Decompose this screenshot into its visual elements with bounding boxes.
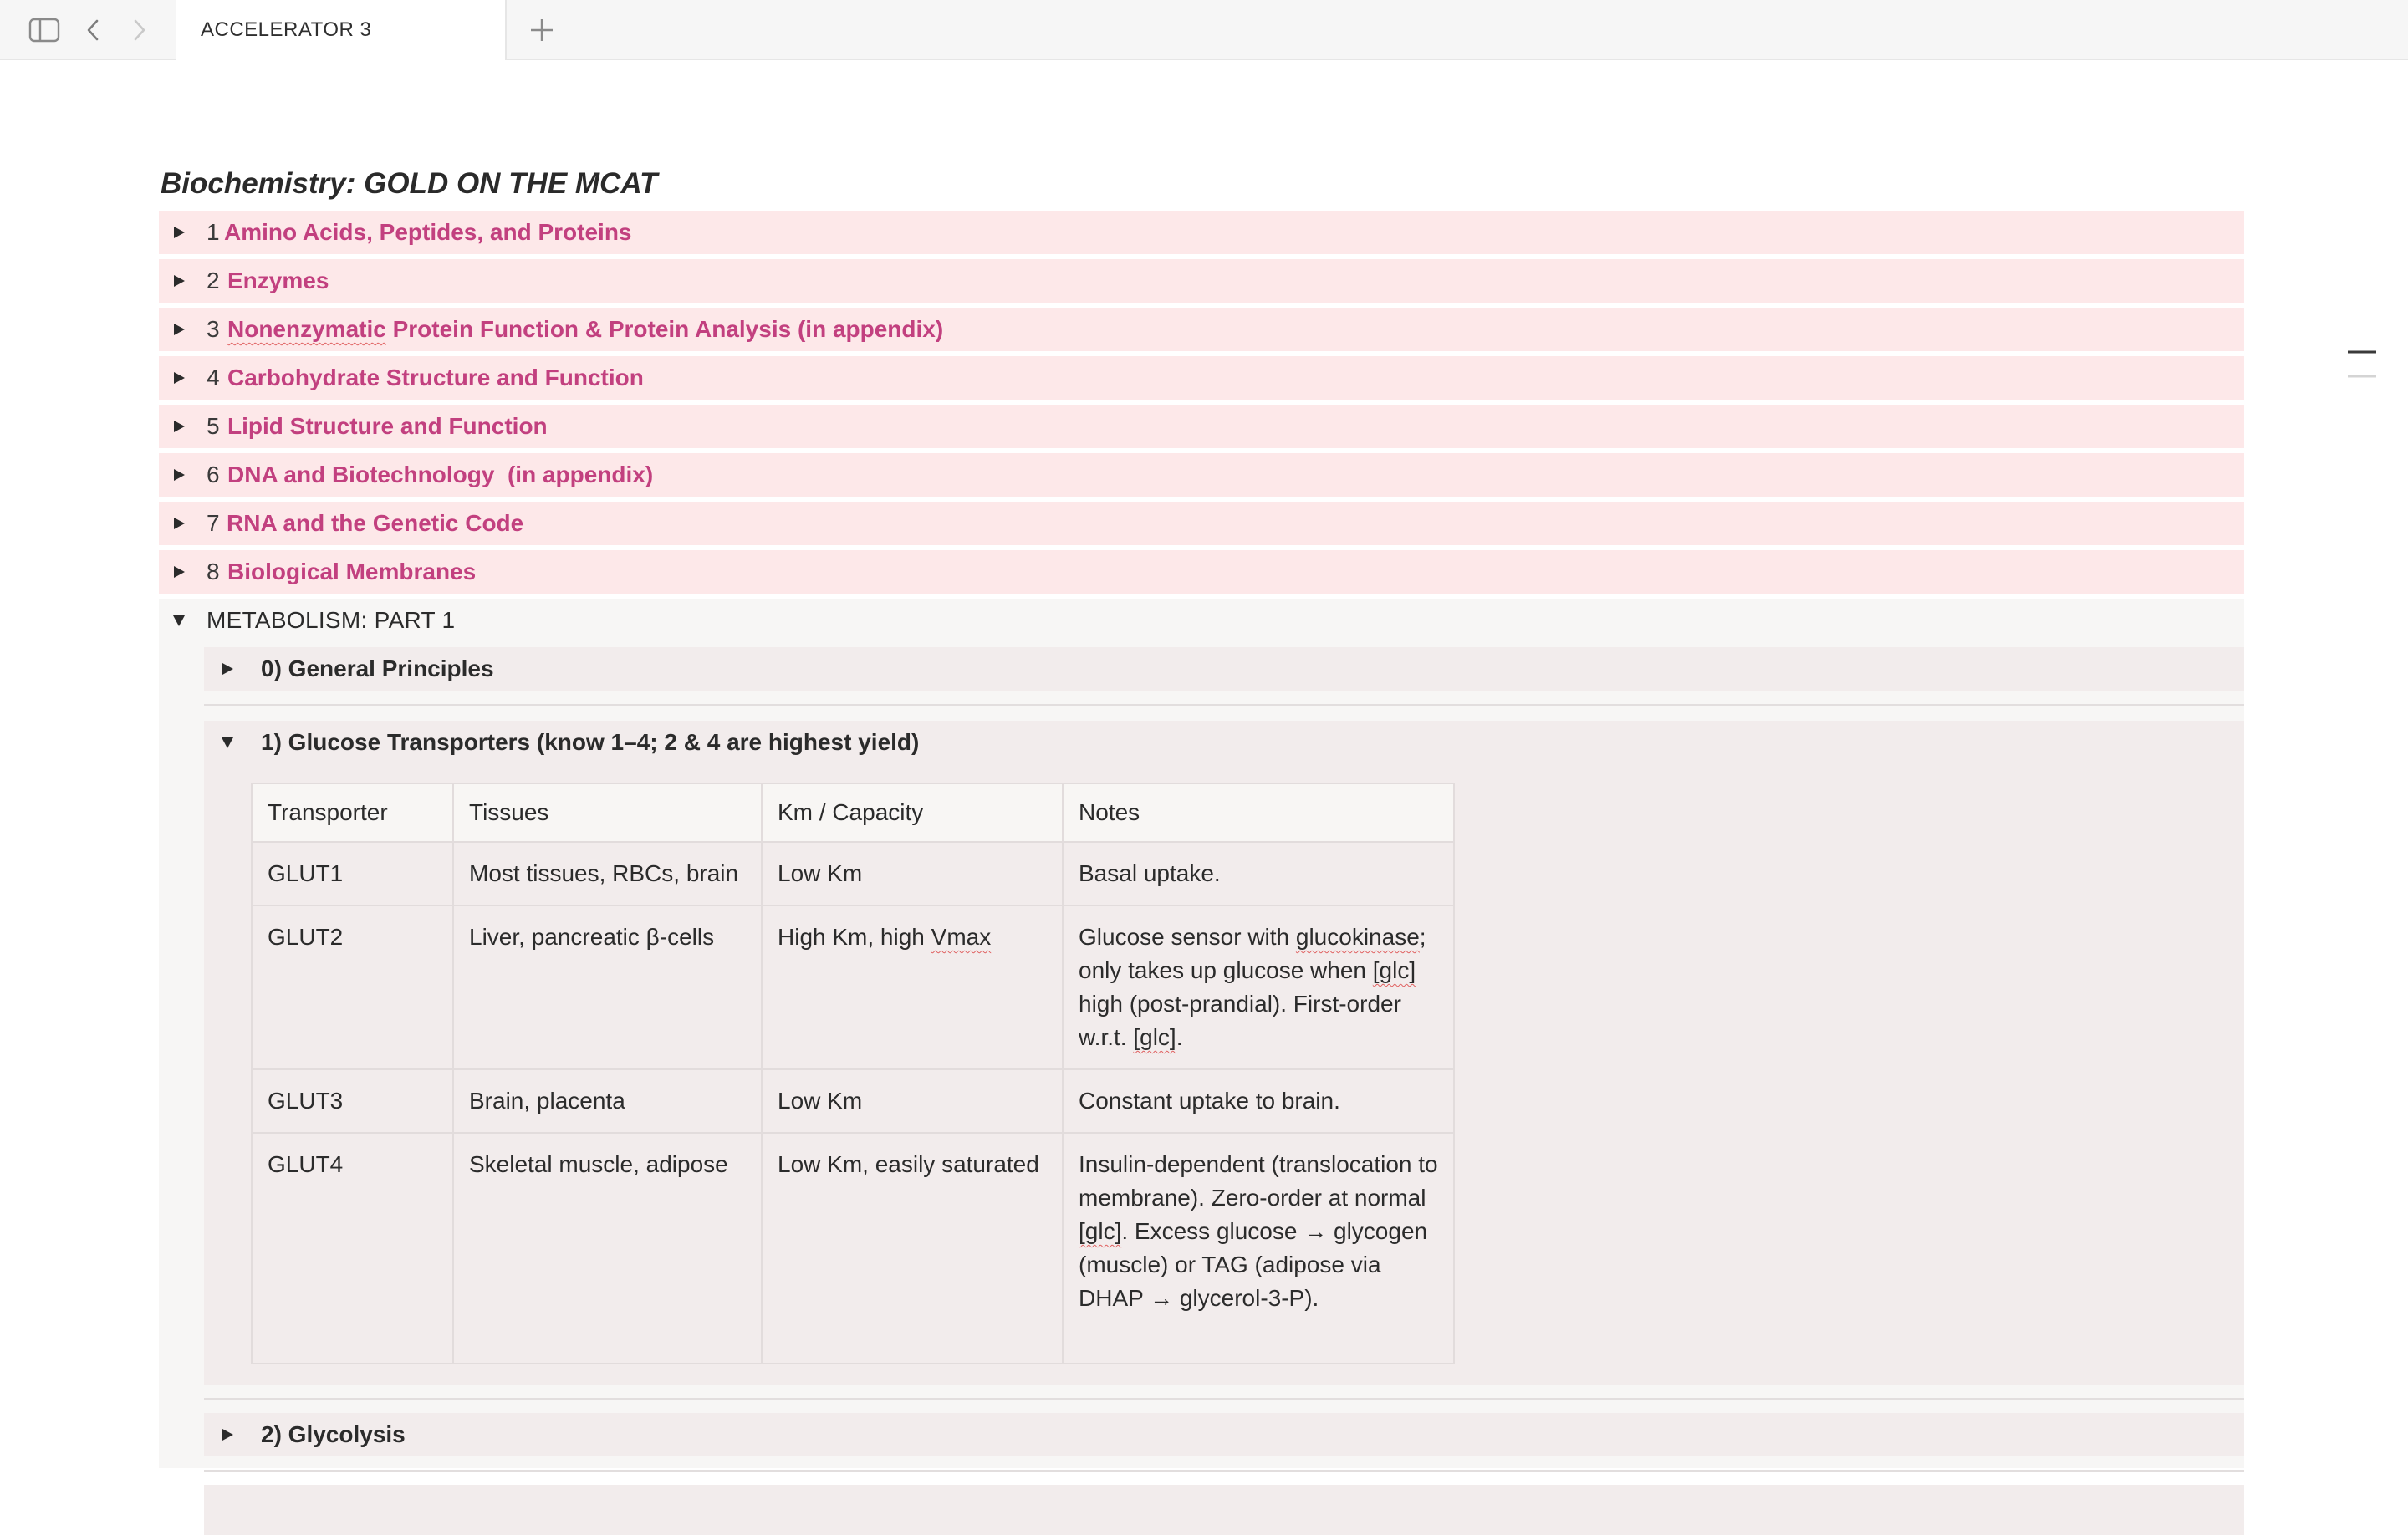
- toggle-glucose-transporters: [204, 721, 2244, 1385]
- chapter-number: 5: [207, 413, 220, 439]
- cell-km[interactable]: Low Km: [762, 1069, 1063, 1133]
- cell-text: .: [1176, 1024, 1183, 1050]
- cell-text: Vmax: [931, 924, 992, 950]
- triangle-right-icon[interactable]: [221, 662, 234, 676]
- toggle-general-principles[interactable]: [204, 647, 2244, 691]
- chapter-number: 1: [207, 219, 220, 245]
- chapter-title-part: Protein Function & Protein Analysis (in appendix): [385, 316, 944, 342]
- cell-tissues[interactable]: Liver, pancreatic β-cells: [453, 905, 762, 1069]
- outline-marker-icon[interactable]: [2348, 349, 2376, 384]
- glut-table: [251, 783, 1455, 1364]
- section-header[interactable]: [204, 721, 2244, 764]
- triangle-right-icon[interactable]: [172, 420, 186, 433]
- cell-text: glucokinase: [1295, 924, 1420, 950]
- metabolism-header[interactable]: [159, 599, 2244, 642]
- cell-transporter[interactable]: GLUT2: [252, 905, 453, 1069]
- table-row: [252, 905, 1454, 1069]
- chapter-title: RNA and the Genetic Code: [227, 510, 524, 536]
- chapter-number: 3: [207, 316, 220, 342]
- table-row: [252, 842, 1454, 905]
- table-row: [252, 1133, 1454, 1364]
- cell-km[interactable]: Low Km, easily saturated: [762, 1133, 1063, 1364]
- cell-notes[interactable]: Basal uptake.: [1063, 842, 1454, 905]
- toggle-chapter-4[interactable]: [159, 356, 2244, 400]
- cell-transporter[interactable]: GLUT1: [252, 842, 453, 905]
- chevron-right-icon[interactable]: [127, 12, 152, 48]
- table-header-row: [252, 783, 1454, 842]
- chapter-number: 8: [207, 558, 220, 584]
- toggle-next-section[interactable]: [204, 1485, 2244, 1535]
- triangle-down-icon[interactable]: [221, 736, 234, 749]
- cell-text: [glc]: [1133, 1024, 1176, 1050]
- divider: [204, 1398, 2244, 1400]
- toggle-chapter-3[interactable]: [159, 308, 2244, 351]
- toggle-chapter-5[interactable]: [159, 405, 2244, 448]
- cell-notes[interactable]: [1063, 905, 1454, 1069]
- page-title: Biochemistry: GOLD ON THE MCAT: [161, 167, 658, 200]
- cell-text: High Km, high: [778, 924, 931, 950]
- cell-tissues[interactable]: Skeletal muscle, adipose: [453, 1133, 762, 1364]
- triangle-right-icon[interactable]: [172, 517, 186, 530]
- table-row: [252, 1069, 1454, 1133]
- cell-text: [glc]: [1079, 1218, 1122, 1244]
- chapter-number: 2: [207, 268, 220, 293]
- toggle-chapter-8[interactable]: [159, 550, 2244, 594]
- chapter-number: 4: [207, 365, 220, 390]
- sidebar-toggle-icon[interactable]: [25, 12, 64, 48]
- cell-text: [glc]: [1372, 957, 1416, 983]
- cell-text: ; only takes up glucose when: [1079, 924, 1426, 983]
- cell-notes[interactable]: Constant uptake to brain.: [1063, 1069, 1454, 1133]
- cell-notes[interactable]: [1063, 1133, 1454, 1364]
- chapter-title: Enzymes: [227, 268, 329, 293]
- triangle-down-icon[interactable]: [172, 614, 186, 627]
- toggle-metabolism: [159, 599, 2244, 1468]
- chapter-title-part: Nonenzymatic: [227, 316, 386, 342]
- toggle-glycolysis[interactable]: [204, 1413, 2244, 1456]
- toggle-chapter-6[interactable]: [159, 453, 2244, 497]
- chapter-number: 7: [207, 510, 220, 536]
- section-label: 0) General Principles: [261, 655, 494, 681]
- cell-tissues[interactable]: Most tissues, RBCs, brain: [453, 842, 762, 905]
- document: [159, 164, 2244, 1468]
- section-label: 1) Glucose Transporters (know 1–4; 2 & 4 are highest yield): [261, 729, 920, 755]
- cell-text: high (post-prandial). First-order w.r.t.: [1079, 991, 1401, 1050]
- chapter-title: [227, 316, 943, 343]
- chapter-number: 6: [207, 462, 220, 487]
- tab-title: ACCELERATOR 3: [201, 18, 372, 41]
- chapter-title: Carbohydrate Structure and Function: [227, 365, 644, 390]
- triangle-right-icon[interactable]: [221, 1428, 234, 1441]
- triangle-right-icon[interactable]: [172, 565, 186, 579]
- toggle-chapter-7[interactable]: [159, 502, 2244, 545]
- cell-transporter[interactable]: GLUT4: [252, 1133, 453, 1364]
- tab-active[interactable]: [176, 0, 507, 60]
- section-label: 2) Glycolysis: [261, 1421, 406, 1447]
- cell-text: Insulin-dependent (translocation to membrane). Zero-order at normal: [1079, 1151, 1438, 1211]
- chapter-title: Lipid Structure and Function: [227, 413, 548, 439]
- divider: [204, 1470, 2244, 1472]
- divider: [204, 704, 2244, 706]
- triangle-right-icon[interactable]: [172, 371, 186, 385]
- column-header: Transporter: [252, 783, 453, 842]
- cell-tissues[interactable]: Brain, placenta: [453, 1069, 762, 1133]
- cell-km[interactable]: [762, 905, 1063, 1069]
- chapter-title: DNA and Biotechnology (in appendix): [227, 462, 654, 487]
- triangle-right-icon[interactable]: [172, 323, 186, 336]
- column-header: Km / Capacity: [762, 783, 1063, 842]
- chevron-left-icon[interactable]: [80, 12, 105, 48]
- toggle-chapter-2[interactable]: [159, 259, 2244, 303]
- chapter-title: Biological Membranes: [227, 558, 477, 584]
- cell-km[interactable]: Low Km: [762, 842, 1063, 905]
- column-header: Notes: [1063, 783, 1454, 842]
- cell-text: . Excess glucose → glycogen (muscle) or TAG (adipose via DHAP → glycerol-3-P).: [1079, 1218, 1428, 1311]
- chapter-title: Amino Acids, Peptides, and Proteins: [224, 219, 632, 245]
- cell-transporter[interactable]: GLUT3: [252, 1069, 453, 1133]
- plus-icon[interactable]: [525, 12, 559, 48]
- metabolism-label: METABOLISM: PART 1: [207, 607, 456, 633]
- toggle-chapter-1[interactable]: [159, 211, 2244, 254]
- column-header: Tissues: [453, 783, 762, 842]
- triangle-right-icon[interactable]: [172, 468, 186, 482]
- triangle-right-icon[interactable]: [172, 274, 186, 288]
- title-bar: [0, 0, 2408, 60]
- triangle-right-icon[interactable]: [172, 226, 186, 239]
- cell-text: Glucose sensor with: [1079, 924, 1296, 950]
